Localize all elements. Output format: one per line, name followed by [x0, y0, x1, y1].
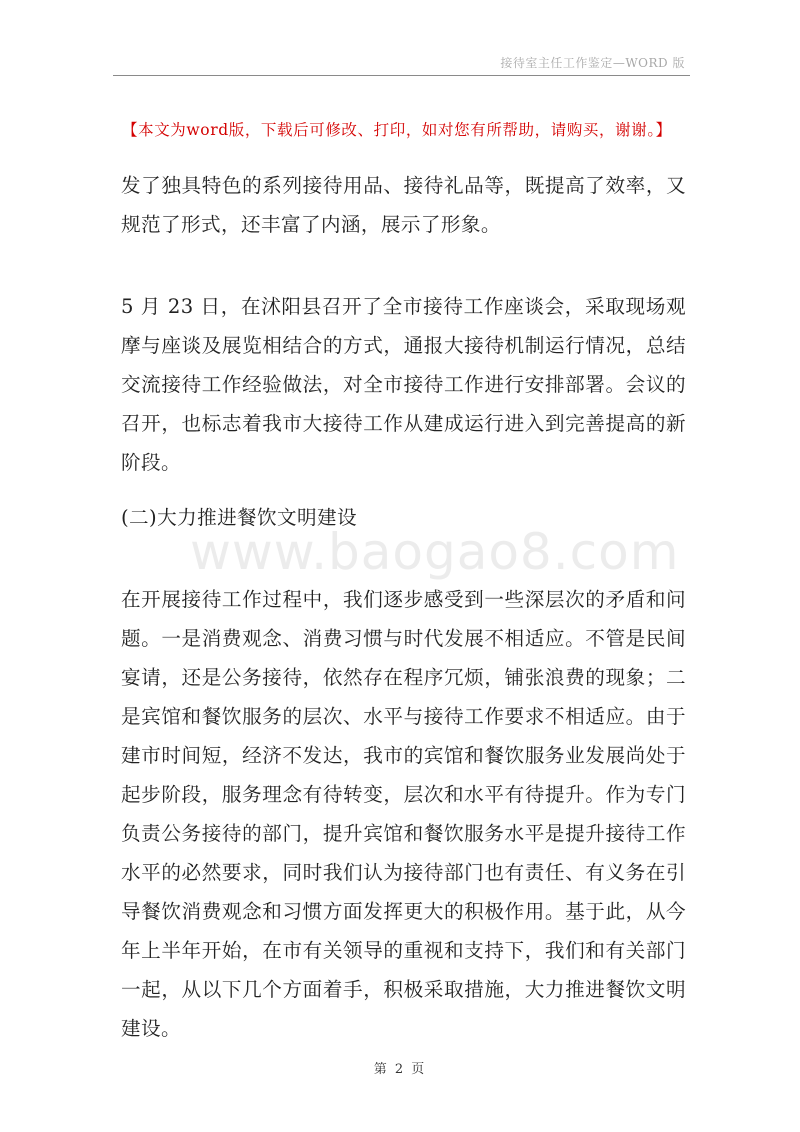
paragraph-3: 在开展接待工作过程中，我们逐步感受到一些深层次的矛盾和问题。一是消费观念、消费习惯与时代发展不相适应。不管是民间宴请，还是公务接待，依然存在程序冗烦，铺张浪费的现象；二是宾馆和餐饮服务的层次、水平与接待工作要求不相适应。由于建市时间短，经济不发达，我市的宾馆和餐饮服务业发展尚处于起步阶段，服务理念有待转变，层次和水平有待提升。作为专门负责公务接待的部门，提升宾馆和餐饮服务水平是提升接待工作水平的必然要求，同时我们认为接待部门也有责任、有义务在引导餐饮消费观念和习惯方面发挥更大的积极作用。基于此，从今年上半年开始，在市有关领导的重视和支持下，我们和有关部门一起，从以下几个方面着手，积极采取措施，大力推进餐饮文明建设。 [121, 588, 686, 1040]
page-number: 第 2 页 [373, 1062, 427, 1077]
paragraph-1: 发了独具特色的系列接待用品、接待礼品等，既提高了效率，又规范了形式，还丰富了内涵，展示了形象。 [121, 174, 686, 236]
section-heading: (二)大力推进餐饮文明建设 [121, 506, 358, 529]
header-divider [113, 75, 690, 76]
download-notice: 【本文为word版，下载后可修改、打印，如对您有所帮助，请购买，谢谢。】 [122, 121, 672, 139]
page-header-title: 接待室主任工作鉴定—WORD 版 [500, 56, 685, 70]
paragraph-2: 5 月 23 日，在沭阳县召开了全市接待工作座谈会，采取现场观摩与座谈及展览相结合的方式，通报大接待机制运行情况，总结交流接待工作经验做法，对全市接待工作进行安排部署。会议的召开，也标志着我市大接待工作从建成运行进入到完善提高的新阶段。 [121, 295, 686, 474]
site-watermark: www.baogao8.com [190, 523, 680, 581]
